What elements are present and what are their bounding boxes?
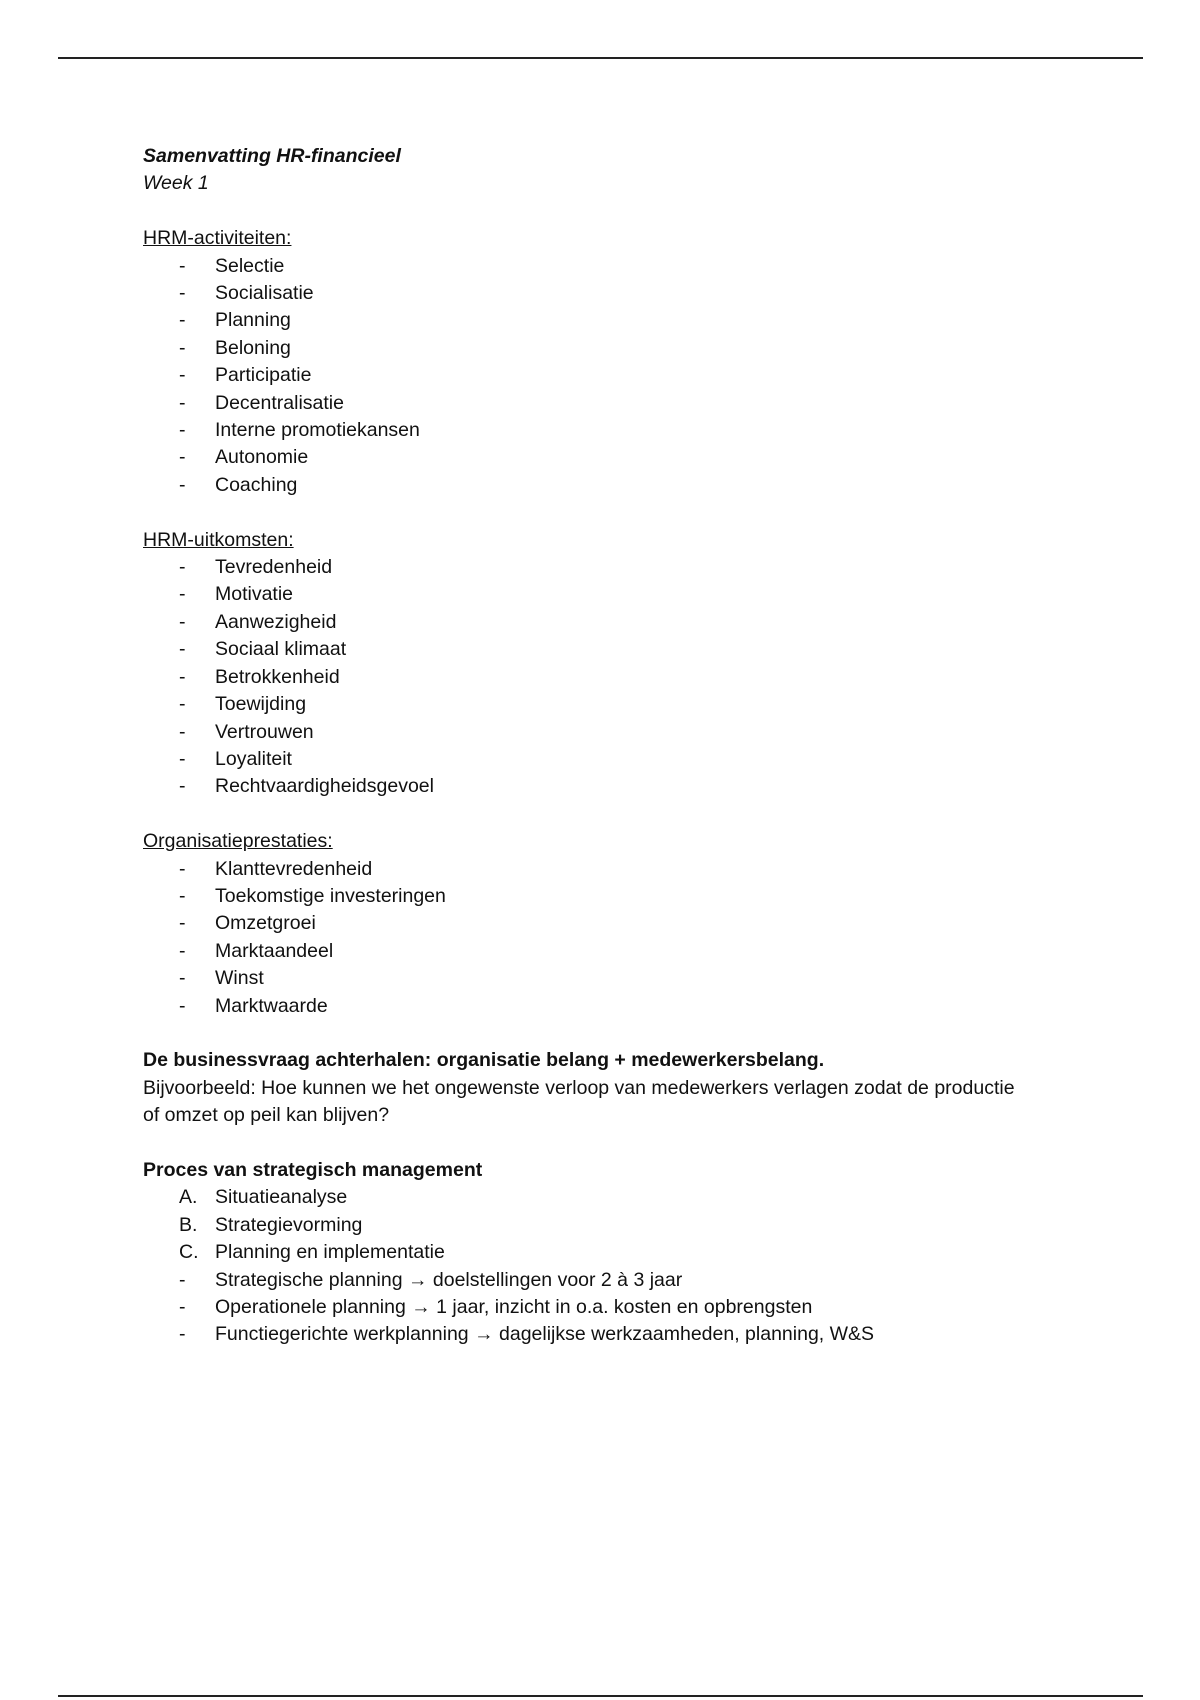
- list-item-text: Decentralisatie: [215, 391, 344, 414]
- list-item-text: Tevredenheid: [215, 556, 333, 579]
- list-item: [143, 417, 1073, 444]
- business-question-text-line1: Bijvoorbeeld: Hoe kunnen we het ongewenste verloop van medewerkers verlagen zodat de productie: [143, 1076, 1015, 1099]
- list-item: [143, 856, 1073, 883]
- dash-marker: -: [179, 638, 186, 661]
- spacer: [143, 801, 1073, 828]
- list-item-text: Betrokkenheid: [215, 665, 340, 688]
- list-item: [143, 910, 1073, 937]
- list-item-text: Autonomie: [215, 446, 309, 469]
- planning-term: Operationele planning: [215, 1295, 406, 1318]
- list-item-text: Toekomstige investeringen: [215, 884, 446, 907]
- list-item: [143, 335, 1073, 362]
- dash-marker: -: [179, 775, 186, 798]
- document-body: [143, 143, 1073, 1349]
- dash-marker: -: [179, 419, 186, 442]
- planning-term: Strategische planning: [215, 1268, 403, 1291]
- list-item-text: Motivatie: [215, 583, 294, 606]
- list-item: [143, 609, 1073, 636]
- dash-marker: -: [179, 254, 186, 277]
- list-item: [143, 1267, 1073, 1294]
- list-item: [143, 1239, 1073, 1266]
- list-item: [143, 253, 1073, 280]
- dash-marker: -: [179, 994, 186, 1017]
- arrow-right-icon: →: [474, 1323, 494, 1346]
- list-item-text: Beloning: [215, 336, 291, 359]
- dash-marker: -: [179, 583, 186, 606]
- section-heading-organisatieprestaties: Organisatieprestaties:: [143, 830, 333, 853]
- list-item-text: Socialisatie: [215, 282, 314, 305]
- planning-levels-list: [143, 1267, 1073, 1349]
- list-item: [143, 1321, 1073, 1348]
- hrm-uitkomsten-list: [143, 554, 1073, 801]
- planning-term: Functiegerichte werkplanning: [215, 1323, 469, 1346]
- list-item: [143, 390, 1073, 417]
- organisatieprestaties-list: [143, 856, 1073, 1020]
- letter-marker: A.: [179, 1186, 198, 1209]
- dash-marker: -: [179, 939, 186, 962]
- list-item: [143, 444, 1073, 471]
- list-item: [143, 472, 1073, 499]
- list-item-text: Participatie: [215, 364, 312, 387]
- dash-marker: -: [179, 1323, 186, 1346]
- arrow-right-icon: →: [411, 1295, 431, 1318]
- document-title: Samenvatting HR-financieel: [143, 145, 401, 167]
- spacer: [143, 1020, 1073, 1047]
- list-item-text: Vertrouwen: [215, 720, 314, 743]
- dash-marker: -: [179, 309, 186, 332]
- list-item-text: Winst: [215, 967, 264, 990]
- list-item: [143, 773, 1073, 800]
- dash-marker: -: [179, 747, 186, 770]
- section-heading-hrm-uitkomsten: HRM-uitkomsten:: [143, 528, 294, 551]
- planning-detail: dagelijkse werkzaamheden, planning, W&S: [499, 1323, 875, 1346]
- list-item-text: Coaching: [215, 473, 298, 496]
- dash-marker: -: [179, 1295, 186, 1318]
- list-item: [143, 883, 1073, 910]
- list-item-text: Loyaliteit: [215, 747, 292, 770]
- footer-rule: [58, 1695, 1143, 1697]
- dash-marker: -: [179, 720, 186, 743]
- dash-marker: -: [179, 391, 186, 414]
- list-item: [143, 664, 1073, 691]
- list-item-text: Situatieanalyse: [215, 1186, 348, 1209]
- list-item-text: Interne promotiekansen: [215, 419, 420, 442]
- list-item: [143, 993, 1073, 1020]
- list-item: [143, 362, 1073, 389]
- list-item-text: Aanwezigheid: [215, 610, 337, 633]
- dash-marker: -: [179, 282, 186, 305]
- dash-marker: -: [179, 556, 186, 579]
- spacer: [143, 1130, 1073, 1157]
- list-item-text: Strategievorming: [215, 1213, 363, 1236]
- list-item: [143, 691, 1073, 718]
- business-question-heading: De businessvraag achterhalen: organisatie belang + medewerkersbelang.: [143, 1049, 825, 1072]
- arrow-right-icon: →: [407, 1268, 428, 1291]
- dash-marker: -: [179, 884, 186, 907]
- process-steps-list: [143, 1184, 1073, 1266]
- header-rule: [58, 57, 1143, 59]
- letter-marker: B.: [179, 1213, 198, 1236]
- list-item: [143, 719, 1073, 746]
- spacer: [143, 499, 1073, 526]
- list-item: [143, 938, 1073, 965]
- dash-marker: -: [179, 665, 186, 688]
- dash-marker: -: [179, 693, 186, 716]
- list-item: [143, 1184, 1073, 1211]
- dash-marker: -: [179, 1268, 186, 1291]
- spacer: [143, 198, 1073, 225]
- dash-marker: -: [179, 364, 186, 387]
- list-item: [143, 554, 1073, 581]
- list-item-text: Planning: [215, 309, 291, 332]
- planning-detail: doelstellingen voor 2 à 3 jaar: [432, 1268, 683, 1291]
- list-item-text: Rechtvaardigheidsgevoel: [215, 775, 434, 798]
- planning-detail: 1 jaar, inzicht in o.a. kosten en opbrengsten: [436, 1295, 813, 1318]
- business-question-text-line2: of omzet op peil kan blijven?: [143, 1104, 390, 1127]
- list-item-text: Selectie: [215, 254, 285, 277]
- list-item-text: Klanttevredenheid: [215, 857, 373, 880]
- list-item-text: Toewijding: [215, 693, 307, 716]
- list-item-text: Omzetgroei: [215, 912, 316, 935]
- dash-marker: -: [179, 473, 186, 496]
- hrm-activiteiten-list: [143, 253, 1073, 500]
- dash-marker: -: [179, 610, 186, 633]
- list-item-text: Marktwaarde: [215, 994, 328, 1017]
- list-item-text: Marktaandeel: [215, 939, 334, 962]
- list-item: [143, 307, 1073, 334]
- list-item-text: Sociaal klimaat: [215, 638, 347, 661]
- dash-marker: -: [179, 336, 186, 359]
- list-item-text: Planning en implementatie: [215, 1241, 445, 1264]
- dash-marker: -: [179, 857, 186, 880]
- dash-marker: -: [179, 912, 186, 935]
- list-item: [143, 280, 1073, 307]
- list-item: [143, 746, 1073, 773]
- section-heading-hrm-activiteiten: HRM-activiteiten:: [143, 227, 292, 250]
- document-subtitle: Week 1: [143, 172, 209, 195]
- list-item: [143, 1294, 1073, 1321]
- list-item: [143, 581, 1073, 608]
- dash-marker: -: [179, 967, 186, 990]
- dash-marker: -: [179, 446, 186, 469]
- list-item: [143, 965, 1073, 992]
- list-item: [143, 636, 1073, 663]
- process-heading: Proces van strategisch management: [143, 1158, 483, 1181]
- list-item: [143, 1212, 1073, 1239]
- letter-marker: C.: [179, 1241, 199, 1264]
